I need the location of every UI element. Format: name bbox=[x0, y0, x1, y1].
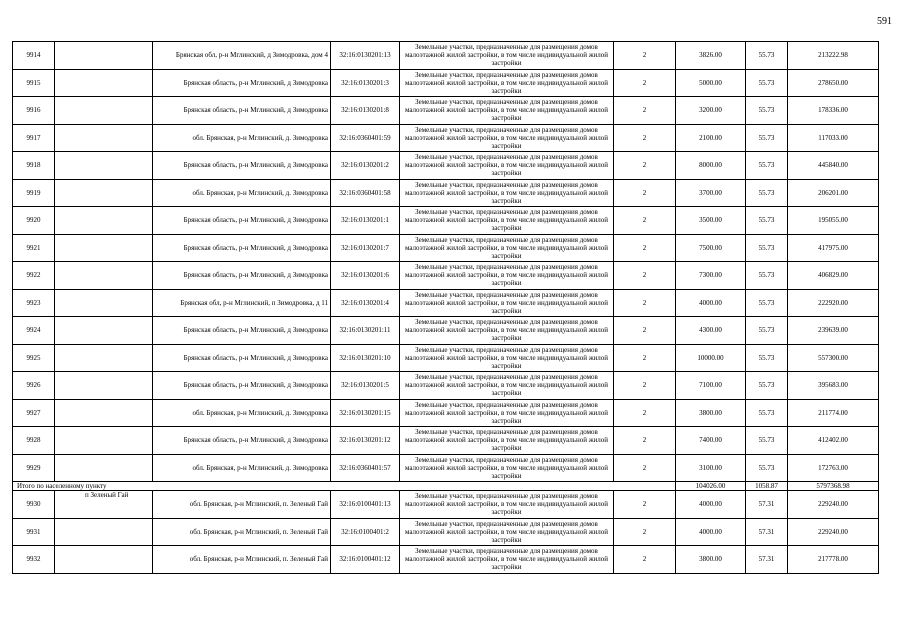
land-category-cell: Земельные участки, предназначенные для размещения домов малоэтажной жилой застройки, в том числе индивидуальной жилой застройки bbox=[400, 518, 614, 546]
cadastral-number-cell: 32:16:0100401:13 bbox=[331, 491, 400, 519]
land-category-cell: Земельные участки, предназначенные для размещения домов малоэтажной жилой застройки, в том числе индивидуальной жилой застройки bbox=[400, 207, 614, 235]
land-category-cell: Земельные участки, предназначенные для размещения домов малоэтажной жилой застройки, в том числе индивидуальной жилой застройки bbox=[400, 289, 614, 317]
cadastral-number-cell: 32:16:0100401:2 bbox=[331, 518, 400, 546]
area-cell: 3800.00 bbox=[676, 546, 746, 574]
group-cell: 2 bbox=[614, 399, 676, 427]
table-row bbox=[13, 262, 879, 290]
table-row bbox=[13, 179, 879, 207]
area-cell: 4000.00 bbox=[676, 518, 746, 546]
cadastral-number-cell: 32:16:0130201:2 bbox=[331, 152, 400, 180]
row-number: 9930 bbox=[13, 491, 55, 519]
row-number: 9922 bbox=[13, 262, 55, 290]
rate-cell: 55.73 bbox=[746, 234, 788, 262]
group-cell: 2 bbox=[614, 289, 676, 317]
cadastral-number-cell: 32:16:0360401:57 bbox=[331, 454, 400, 482]
address-cell: Брянская область, р-н Мглинский, д Зимодровка bbox=[153, 344, 331, 372]
land-category-cell: Земельные участки, предназначенные для размещения домов малоэтажной жилой застройки, в том числе индивидуальной жилой застройки bbox=[400, 491, 614, 519]
area-cell: 2100.00 bbox=[676, 124, 746, 152]
cadastral-number-cell: 32:16:0130201:3 bbox=[331, 69, 400, 97]
cadastral-value-cell: 217778.00 bbox=[788, 546, 879, 574]
cadastral-value-cell: 395683.00 bbox=[788, 372, 879, 400]
table-row bbox=[13, 207, 879, 235]
cadastral-value-cell: 117033.00 bbox=[788, 124, 879, 152]
cadastral-number-cell: 32:16:0130201:15 bbox=[331, 399, 400, 427]
blank-cell bbox=[55, 234, 153, 262]
land-category-cell: Земельные участки, предназначенные для размещения домов малоэтажной жилой застройки, в том числе индивидуальной жилой застройки bbox=[400, 262, 614, 290]
land-category-cell: Земельные участки, предназначенные для размещения домов малоэтажной жилой застройки, в том числе индивидуальной жилой застройки bbox=[400, 399, 614, 427]
cadastral-number-cell: 32:16:0130201:10 bbox=[331, 344, 400, 372]
land-category-cell: Земельные участки, предназначенные для размещения домов малоэтажной жилой застройки, в том числе индивидуальной жилой застройки bbox=[400, 546, 614, 574]
area-cell: 3700.00 bbox=[676, 179, 746, 207]
land-category-cell: Земельные участки, предназначенные для размещения домов малоэтажной жилой застройки, в том числе индивидуальной жилой застройки bbox=[400, 152, 614, 180]
land-category-cell: Земельные участки, предназначенные для размещения домов малоэтажной жилой застройки, в том числе индивидуальной жилой застройки bbox=[400, 344, 614, 372]
total-value: 5797368.98 bbox=[788, 482, 879, 491]
table-row bbox=[13, 546, 879, 574]
area-cell: 8000.00 bbox=[676, 152, 746, 180]
address-cell: обл. Брянская, р-н Мглинский, д. Зимодровка bbox=[153, 179, 331, 207]
table-row bbox=[13, 97, 879, 125]
rate-cell: 55.73 bbox=[746, 454, 788, 482]
address-cell: Брянская область, р-н Мглинский, д Зимодровка bbox=[153, 262, 331, 290]
row-number: 9927 bbox=[13, 399, 55, 427]
row-number: 9931 bbox=[13, 518, 55, 546]
blank-cell bbox=[55, 372, 153, 400]
cadastral-number-cell: 32:16:0130201:8 bbox=[331, 97, 400, 125]
blank-cell bbox=[55, 207, 153, 235]
address-cell: обл. Брянская, р-н Мглинский, д. Зимодровка bbox=[153, 454, 331, 482]
rate-cell: 55.73 bbox=[746, 97, 788, 125]
area-cell: 4000.00 bbox=[676, 289, 746, 317]
cadastral-value-cell: 412402.00 bbox=[788, 427, 879, 455]
group-cell: 2 bbox=[614, 518, 676, 546]
cadastral-value-cell: 195055.00 bbox=[788, 207, 879, 235]
area-cell: 4000.00 bbox=[676, 491, 746, 519]
rate-cell: 57.31 bbox=[746, 491, 788, 519]
rate-cell: 55.73 bbox=[746, 152, 788, 180]
total-row bbox=[13, 482, 879, 491]
area-cell: 7400.00 bbox=[676, 427, 746, 455]
land-category-cell: Земельные участки, предназначенные для размещения домов малоэтажной жилой застройки, в том числе индивидуальной жилой застройки bbox=[400, 372, 614, 400]
rate-cell: 55.73 bbox=[746, 124, 788, 152]
total-area: 104026.00 bbox=[676, 482, 746, 491]
rate-cell: 57.31 bbox=[746, 518, 788, 546]
cadastral-value-cell: 278650.00 bbox=[788, 69, 879, 97]
area-cell: 3100.00 bbox=[676, 454, 746, 482]
table-row bbox=[13, 454, 879, 482]
rate-cell: 55.73 bbox=[746, 179, 788, 207]
total-rate: 1058.87 bbox=[746, 482, 788, 491]
rate-cell: 55.73 bbox=[746, 372, 788, 400]
blank-cell bbox=[55, 427, 153, 455]
cadastral-number-cell: 32:16:0130201:1 bbox=[331, 207, 400, 235]
group-cell: 2 bbox=[614, 179, 676, 207]
blank-cell bbox=[55, 518, 153, 546]
address-cell: обл. Брянская, р-н Мглинский, д. Зимодровка bbox=[153, 399, 331, 427]
settlement-cell bbox=[55, 491, 153, 519]
table-row bbox=[13, 427, 879, 455]
group-cell: 2 bbox=[614, 454, 676, 482]
table-row bbox=[13, 399, 879, 427]
row-number: 9920 bbox=[13, 207, 55, 235]
blank-cell bbox=[55, 152, 153, 180]
address-cell: Брянская область, р-н Мглинский, д Зимодровка bbox=[153, 207, 331, 235]
group-cell: 2 bbox=[614, 69, 676, 97]
rate-cell: 55.73 bbox=[746, 427, 788, 455]
table-row bbox=[13, 344, 879, 372]
blank-cell bbox=[55, 124, 153, 152]
blank-cell bbox=[55, 317, 153, 345]
area-cell: 7100.00 bbox=[676, 372, 746, 400]
cadastral-value-cell: 229240.00 bbox=[788, 491, 879, 519]
row-number: 9928 bbox=[13, 427, 55, 455]
blank-cell bbox=[55, 69, 153, 97]
row-number: 9915 bbox=[13, 69, 55, 97]
cadastral-value-cell: 239639.00 bbox=[788, 317, 879, 345]
cadastral-value-cell: 229240.00 bbox=[788, 518, 879, 546]
blank-cell bbox=[55, 262, 153, 290]
table-row bbox=[13, 518, 879, 546]
row-number: 9917 bbox=[13, 124, 55, 152]
blank-cell bbox=[55, 42, 153, 70]
area-cell: 7500.00 bbox=[676, 234, 746, 262]
rate-cell: 55.73 bbox=[746, 207, 788, 235]
table-row bbox=[13, 234, 879, 262]
cadastral-value-cell: 406829.00 bbox=[788, 262, 879, 290]
cadastral-table bbox=[12, 41, 879, 574]
table-row bbox=[13, 289, 879, 317]
table-row bbox=[13, 491, 879, 519]
row-number: 9932 bbox=[13, 546, 55, 574]
rate-cell: 55.73 bbox=[746, 42, 788, 70]
address-cell: Брянская область, р-н Мглинский, д Зимодровка bbox=[153, 97, 331, 125]
land-category-cell: Земельные участки, предназначенные для размещения домов малоэтажной жилой застройки, в том числе индивидуальной жилой застройки bbox=[400, 69, 614, 97]
address-cell: обл. Брянская, р-н Мглинский, п. Зеленый Гай bbox=[153, 491, 331, 519]
rate-cell: 57.31 bbox=[746, 546, 788, 574]
cadastral-value-cell: 213222.98 bbox=[788, 42, 879, 70]
table-row bbox=[13, 69, 879, 97]
page-number: 591 bbox=[877, 16, 892, 27]
rate-cell: 55.73 bbox=[746, 262, 788, 290]
address-cell: Брянская область, р-н Мглинский, д Зимодровка bbox=[153, 69, 331, 97]
address-cell: обл. Брянская, р-н Мглинский, п. Зеленый Гай bbox=[153, 546, 331, 574]
cadastral-number-cell: 32:16:0130201:11 bbox=[331, 317, 400, 345]
address-cell: Брянская область, р-н Мглинский, д Зимодровка bbox=[153, 234, 331, 262]
area-cell: 4300.00 bbox=[676, 317, 746, 345]
cadastral-number-cell: 32:16:0130201:13 bbox=[331, 42, 400, 70]
cadastral-number-cell: 32:16:0130201:7 bbox=[331, 234, 400, 262]
group-cell: 2 bbox=[614, 234, 676, 262]
area-cell: 5000.00 bbox=[676, 69, 746, 97]
row-number: 9916 bbox=[13, 97, 55, 125]
table-row bbox=[13, 372, 879, 400]
row-number: 9919 bbox=[13, 179, 55, 207]
address-cell: Брянская обл, р-н Мглинский, п Зимодровка, д 11 bbox=[153, 289, 331, 317]
rate-cell: 55.73 bbox=[746, 289, 788, 317]
cadastral-number-cell: 32:16:0360401:59 bbox=[331, 124, 400, 152]
address-cell: обл. Брянская, р-н Мглинский, п. Зеленый Гай bbox=[153, 518, 331, 546]
address-cell: Брянская область, р-н Мглинский, д Зимодровка bbox=[153, 317, 331, 345]
cadastral-number-cell: 32:16:0130201:6 bbox=[331, 262, 400, 290]
cadastral-value-cell: 172763.00 bbox=[788, 454, 879, 482]
land-category-cell: Земельные участки, предназначенные для размещения домов малоэтажной жилой застройки, в том числе индивидуальной жилой застройки bbox=[400, 317, 614, 345]
group-cell: 2 bbox=[614, 427, 676, 455]
land-category-cell: Земельные участки, предназначенные для размещения домов малоэтажной жилой застройки, в том числе индивидуальной жилой застройки bbox=[400, 234, 614, 262]
row-number: 9925 bbox=[13, 344, 55, 372]
area-cell: 3800.00 bbox=[676, 399, 746, 427]
group-cell: 2 bbox=[614, 546, 676, 574]
group-cell: 2 bbox=[614, 491, 676, 519]
row-number: 9924 bbox=[13, 317, 55, 345]
row-number: 9923 bbox=[13, 289, 55, 317]
cadastral-number-cell: 32:16:0130201:5 bbox=[331, 372, 400, 400]
cadastral-value-cell: 211774.00 bbox=[788, 399, 879, 427]
cadastral-value-cell: 222920.00 bbox=[788, 289, 879, 317]
group-cell: 2 bbox=[614, 207, 676, 235]
table-row bbox=[13, 317, 879, 345]
land-category-cell: Земельные участки, предназначенные для размещения домов малоэтажной жилой застройки, в том числе индивидуальной жилой застройки bbox=[400, 454, 614, 482]
address-cell: Брянская область, р-н Мглинский, д Зимодровка bbox=[153, 427, 331, 455]
land-category-cell: Земельные участки, предназначенные для размещения домов малоэтажной жилой застройки, в том числе индивидуальной жилой застройки bbox=[400, 124, 614, 152]
cadastral-value-cell: 557300.00 bbox=[788, 344, 879, 372]
rate-cell: 55.73 bbox=[746, 399, 788, 427]
cadastral-number-cell: 32:16:0360401:58 bbox=[331, 179, 400, 207]
area-cell: 3500.00 bbox=[676, 207, 746, 235]
row-number: 9926 bbox=[13, 372, 55, 400]
group-cell: 2 bbox=[614, 344, 676, 372]
row-number: 9914 bbox=[13, 42, 55, 70]
address-cell: обл. Брянская, р-н Мглинский, д. Зимодровка bbox=[153, 124, 331, 152]
land-category-cell: Земельные участки, предназначенные для размещения домов малоэтажной жилой застройки, в том числе индивидуальной жилой застройки bbox=[400, 427, 614, 455]
address-cell: Брянская обл, р-н Мглинский, д Зимодровка, дом 4 bbox=[153, 42, 331, 70]
cadastral-value-cell: 206201.00 bbox=[788, 179, 879, 207]
cadastral-value-cell: 417975.00 bbox=[788, 234, 879, 262]
table-row bbox=[13, 152, 879, 180]
cadastral-number-cell: 32:16:0130201:4 bbox=[331, 289, 400, 317]
cadastral-value-cell: 445840.00 bbox=[788, 152, 879, 180]
table-row bbox=[13, 42, 879, 70]
area-cell: 10000.00 bbox=[676, 344, 746, 372]
cadastral-number-cell: 32:16:0130201:12 bbox=[331, 427, 400, 455]
address-cell: Брянская область, р-н Мглинский, д Зимодровка bbox=[153, 152, 331, 180]
blank-cell bbox=[55, 546, 153, 574]
address-cell: Брянская область, р-н Мглинский, д Зимодровка bbox=[153, 372, 331, 400]
land-category-cell: Земельные участки, предназначенные для размещения домов малоэтажной жилой застройки, в том числе индивидуальной жилой застройки bbox=[400, 42, 614, 70]
cadastral-value-cell: 178336.00 bbox=[788, 97, 879, 125]
blank-cell bbox=[55, 344, 153, 372]
rate-cell: 55.73 bbox=[746, 344, 788, 372]
row-number: 9918 bbox=[13, 152, 55, 180]
settlement-name: п Зеленый Гай bbox=[85, 491, 129, 499]
blank-cell bbox=[55, 179, 153, 207]
group-cell: 2 bbox=[614, 124, 676, 152]
group-cell: 2 bbox=[614, 42, 676, 70]
group-cell: 2 bbox=[614, 317, 676, 345]
blank-cell bbox=[55, 97, 153, 125]
group-cell: 2 bbox=[614, 372, 676, 400]
table-row bbox=[13, 124, 879, 152]
land-category-cell: Земельные участки, предназначенные для размещения домов малоэтажной жилой застройки, в том числе индивидуальной жилой застройки bbox=[400, 179, 614, 207]
blank-cell bbox=[55, 454, 153, 482]
cadastral-number-cell: 32:16:0100401:12 bbox=[331, 546, 400, 574]
rate-cell: 55.73 bbox=[746, 69, 788, 97]
group-cell: 2 bbox=[614, 152, 676, 180]
row-number: 9921 bbox=[13, 234, 55, 262]
total-label: Итого по населенному пункту bbox=[13, 482, 676, 491]
group-cell: 2 bbox=[614, 262, 676, 290]
area-cell: 3826.00 bbox=[676, 42, 746, 70]
group-cell: 2 bbox=[614, 97, 676, 125]
area-cell: 3200.00 bbox=[676, 97, 746, 125]
blank-cell bbox=[55, 399, 153, 427]
row-number: 9929 bbox=[13, 454, 55, 482]
blank-cell bbox=[55, 289, 153, 317]
rate-cell: 55.73 bbox=[746, 317, 788, 345]
area-cell: 7300.00 bbox=[676, 262, 746, 290]
land-category-cell: Земельные участки, предназначенные для размещения домов малоэтажной жилой застройки, в том числе индивидуальной жилой застройки bbox=[400, 97, 614, 125]
